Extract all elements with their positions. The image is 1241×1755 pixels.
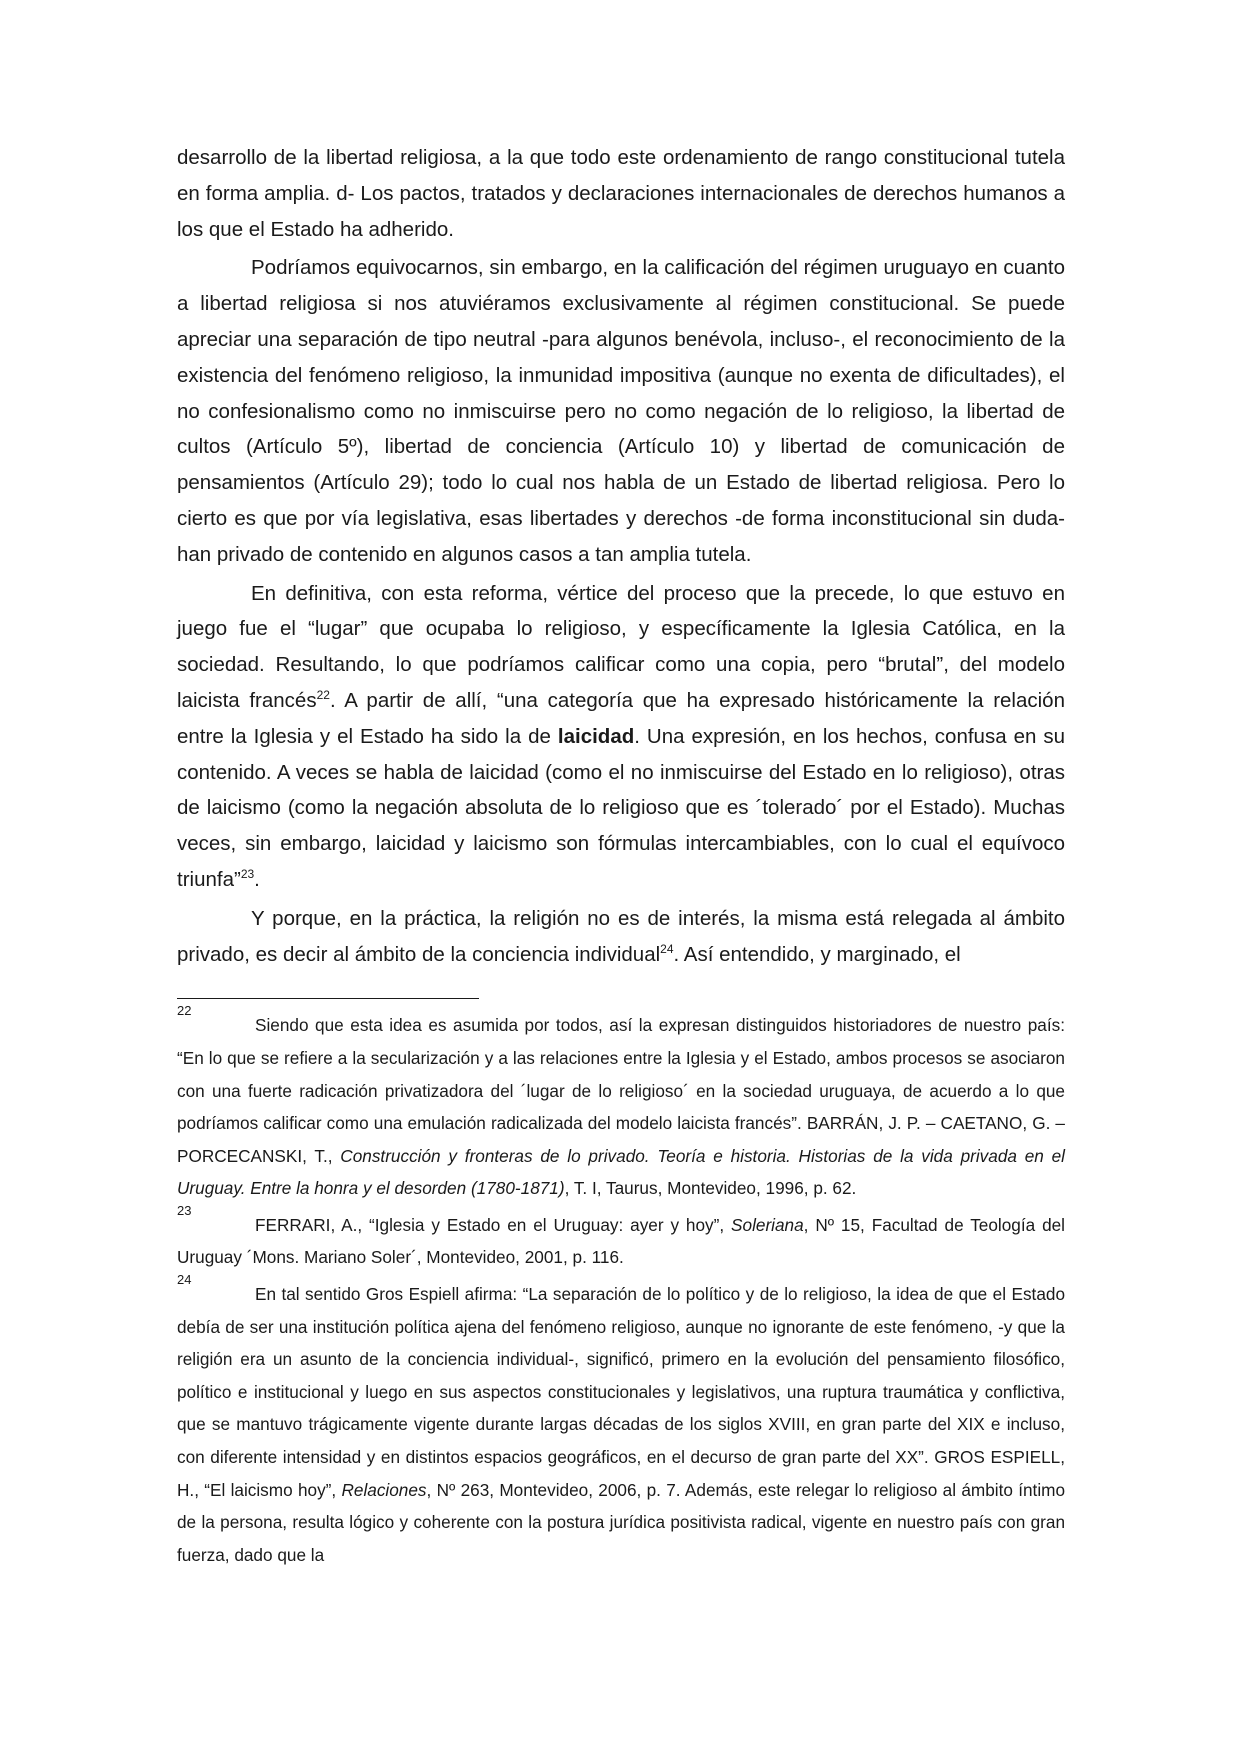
footnote-ref-23[interactable]: 23	[240, 867, 255, 882]
footnote-text-a: En tal sentido Gros Espiell afirma: “La separación de lo político y de lo religioso, la idea de que el Estado debía de ser una institución política ajena del fenómeno religioso, aunque no ignorante de este fenómeno, -y que la religión era un asunto de la conciencia individual-, significó, primero en la evolución del pensamiento filosófico, político e institucional y luego en sus aspectos constitucionales y legislativos, una ruptura traumática y conflictiva, que se mantuvo trágicamente vigente durante largas décadas de los siglos XVIII, en gran parte del XIX e incluso, con diferente intensidad y en distintos espacios geográficos, en el decurso de gran parte del XX”. GROS ESPIELL, H., “El laicismo hoy”,	[177, 1284, 1065, 1500]
footnote-text-b: , Nº 15, Facultad de Teología del Uruguay ´Mons. Mariano Soler´, Montevideo, 2001, p. 116.	[177, 1214, 1066, 1268]
paragraph-4-text-b: . Así entendido, y marginado, el	[673, 942, 961, 966]
footnote-23	[177, 1202, 1066, 1274]
paragraph-3-text-b: . A partir de allí, “una categoría que ha expresado históricamente la relación entre la Iglesia y el Estado ha sido la de	[177, 688, 1065, 748]
footnotes	[177, 1003, 1066, 1571]
footnote-italic-title: Relaciones	[341, 1479, 427, 1500]
footnote-text-b: , T. I, Taurus, Montevideo, 1996, p. 62.	[564, 1178, 857, 1199]
footnote-24	[177, 1272, 1066, 1571]
paragraph-4	[177, 901, 1065, 973]
footnote-separator	[177, 998, 479, 999]
paragraph-1: desarrollo de la libertad religiosa, a la que todo este ordenamiento de rango constitucional tutela en forma amplia. d- Los pactos, tratados y declaraciones internacionales de derechos humanos a los que el Estado ha adherido.	[177, 146, 1065, 241]
paragraph-3-text-d: .	[254, 867, 260, 891]
footnote-number: 24	[177, 1272, 192, 1288]
footnote-text-a: Siendo que esta idea es asumida por todos, así la expresan distinguidos historiadores de nuestro país: “En lo que se refiere a la secularización y a las relaciones entre la Iglesia y el Estado, ambos procesos se asociaron con una fuerte radicación privatizadora del ´lugar de lo religioso´ en la sociedad uruguaya, de acuerdo a lo que podríamos calificar como una emulación radicalizada del modelo laicista francés”. BARRÁN, J. P. – CAETANO, G. – PORCECANSKI, T.,	[177, 1015, 1065, 1166]
footnote-number: 22	[177, 1003, 192, 1019]
footnote-text-b: , Nº 263, Montevideo, 2006, p. 7. Además, este relegar lo religioso al ámbito íntimo de la persona, resulta lógico y coherente con la postura jurídica positivista radical, vigente en nuestro país con gran fuerza, dado que la	[177, 1479, 1066, 1565]
paragraph-4-text-a: Y porque, en la práctica, la religión no es de interés, la misma está relegada al ámbito privado, es decir al ámbito de la conciencia individual	[177, 906, 1065, 966]
footnote-number: 23	[177, 1202, 192, 1218]
footnote-italic-title: Soleriana	[731, 1214, 804, 1235]
footnote-22	[177, 1003, 1065, 1205]
document-page	[177, 140, 1065, 1575]
paragraph-3-text-c: . Una expresión, en los hechos, confusa en su contenido. A veces se habla de laicidad (como el no inmiscuirse del Estado en lo religioso), otras de laicismo (como la negación absoluta de lo religioso que es ´tolerado´ por el Estado). Muchas veces, sin embargo, laicidad y laicismo son fórmulas intercambiables, con lo cual el equívoco triunfa”	[177, 724, 1066, 891]
paragraph-3-bold-term: laicidad	[557, 724, 635, 748]
paragraph-3	[177, 576, 1065, 898]
footnote-ref-22[interactable]: 22	[316, 688, 330, 703]
paragraph-2: Podríamos equivocarnos, sin embargo, en la calificación del régimen uruguayo en cuanto a libertad religiosa si nos atuviéramos exclusivamente al régimen constitucional. Se puede apreciar una separación de tipo neutral -para algunos benévola, incluso-, el reconocimiento de la existencia del fenómeno religioso, la inmunidad impositiva (aunque no exenta de dificultades), el no confesionalismo como no inmiscuirse pero no como negación de lo religioso, la libertad de cultos (Artículo 5º), libertad de conciencia (Artículo 10) y libertad de comunicación de pensamientos (Artículo 29); todo lo cual nos habla de un Estado de libertad religiosa. Pero lo cierto es que por vía legislativa, esas libertades y derechos -de forma inconstitucional sin duda- han privado de contenido en algunos casos a tan amplia tutela.	[177, 256, 1065, 566]
footnote-italic-title: Construcción y fronteras de lo privado. Teoría e historia. Historias de la vida privada en el Uruguay. Entre la honra y el desorden (1780-1871)	[177, 1145, 1065, 1199]
body-text	[177, 140, 1065, 972]
footnote-text-a: FERRARI, A., “Iglesia y Estado en el Uruguay: ayer y hoy”,	[255, 1214, 732, 1235]
paragraph-3-text-a: En definitiva, con esta reforma, vértice del proceso que la precede, lo que estuvo en juego fue el “lugar” que ocupaba lo religioso, y específicamente la Iglesia Católica, en la sociedad. Resultando, lo que podríamos calificar como una copia, pero “brutal”, del modelo laicista francés	[177, 581, 1065, 712]
footnote-ref-24[interactable]: 24	[660, 941, 674, 956]
